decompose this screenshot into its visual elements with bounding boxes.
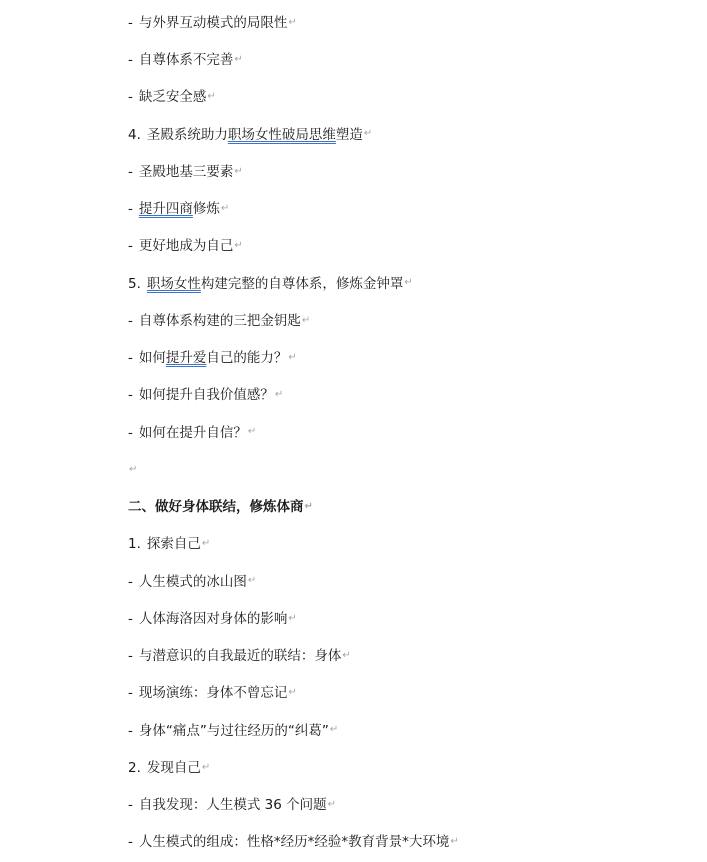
line-text: 与外界互动模式的局限性 xyxy=(138,14,288,31)
paragraph-mark-icon: ↵ xyxy=(234,53,243,65)
bullet-item xyxy=(128,80,707,117)
bullet-item xyxy=(128,564,707,601)
bullet-dash: - xyxy=(128,387,133,404)
line-text: 自尊体系构建的三把金钥匙 xyxy=(138,312,301,329)
bullet-dash: - xyxy=(128,610,133,627)
line-text: 人生模式的组成：性格*经历*经验*教育背景*大环境 xyxy=(138,834,450,851)
line-text: 构建完整的自尊体系，修炼金钟罩 xyxy=(200,275,404,292)
line-text: 如何提升自我价值感？ xyxy=(138,387,274,404)
line-text: 修炼 xyxy=(192,201,220,218)
paragraph-mark-icon: ↵ xyxy=(404,277,413,289)
paragraph-mark-icon: ↵ xyxy=(288,687,297,699)
bullet-item xyxy=(128,340,707,377)
paragraph-mark-icon: ↵ xyxy=(342,649,351,661)
line-text: 更好地成为自己 xyxy=(138,238,234,255)
bullet-item xyxy=(128,787,707,824)
line-text: 二、做好身体联结，修炼体商 xyxy=(128,499,304,516)
bullet-item xyxy=(128,415,707,452)
paragraph-mark-icon: ↵ xyxy=(201,538,211,550)
paragraph-mark-icon: ↵ xyxy=(274,389,284,401)
bullet-item xyxy=(128,229,707,266)
paragraph-mark-icon: ↵ xyxy=(329,724,339,736)
bullet-dash: - xyxy=(128,573,133,590)
paragraph-mark-icon: ↵ xyxy=(301,314,311,326)
paragraph-mark-icon: ↵ xyxy=(247,426,257,438)
numbered-item xyxy=(128,527,707,564)
underlined-text: 职场女性破局思维 xyxy=(227,126,336,143)
line-text: 自我发现：人生模式 36 个问题 xyxy=(138,797,327,814)
bullet-item xyxy=(128,713,707,750)
bullet-dash: - xyxy=(128,312,133,329)
bullet-item xyxy=(128,42,707,79)
paragraph-mark-icon: ↵ xyxy=(363,128,373,140)
bullet-dash: - xyxy=(128,14,133,31)
paragraph-mark-icon: ↵ xyxy=(450,836,459,848)
bullet-item xyxy=(128,154,707,191)
line-text: 发现自己 xyxy=(146,759,201,776)
bullet-dash: - xyxy=(128,350,133,367)
line-text: 人生模式的冰山图 xyxy=(138,573,247,590)
item-number: 1. xyxy=(128,536,141,553)
bullet-item xyxy=(128,676,707,713)
bullet-item xyxy=(128,638,707,675)
underlined-text: 提升爱 xyxy=(165,350,207,367)
item-number: 2. xyxy=(128,759,141,776)
bullet-dash: - xyxy=(128,52,133,69)
bullet-dash: - xyxy=(128,89,133,106)
underlined-text: 职场女性 xyxy=(146,275,201,292)
paragraph-mark-icon: ↵ xyxy=(288,351,297,363)
bullet-dash: - xyxy=(128,648,133,665)
section-heading xyxy=(128,489,707,526)
item-number: 5. xyxy=(128,275,141,292)
numbered-item xyxy=(128,750,707,787)
line-text: 塑造 xyxy=(335,126,363,143)
bullet-dash: - xyxy=(128,424,133,441)
bullet-item xyxy=(128,378,707,415)
paragraph-mark-icon: ↵ xyxy=(201,761,211,773)
paragraph-mark-icon: ↵ xyxy=(234,165,243,177)
bullet-dash: - xyxy=(128,201,133,218)
underlined-text: 提升四商 xyxy=(138,201,193,218)
bullet-item xyxy=(128,5,707,42)
paragraph-mark-icon: ↵ xyxy=(288,16,297,28)
numbered-item xyxy=(128,117,707,154)
bullet-dash: - xyxy=(128,685,133,702)
paragraph-mark-icon: ↵ xyxy=(304,500,313,512)
line-text: 圣殿地基三要素 xyxy=(138,163,234,180)
bullet-dash: - xyxy=(128,722,133,739)
bullet-dash: - xyxy=(128,834,133,851)
paragraph-mark-icon: ↵ xyxy=(288,612,297,624)
bullet-item xyxy=(128,825,707,862)
empty-paragraph xyxy=(128,452,707,489)
line-text: 自己的能力？ xyxy=(206,350,288,367)
paragraph-mark-icon: ↵ xyxy=(247,575,257,587)
line-text: 自尊体系不完善 xyxy=(138,52,234,69)
line-text: 缺乏安全感 xyxy=(138,89,207,106)
bullet-item xyxy=(128,191,707,228)
line-text: 人体海洛因对身体的影响 xyxy=(138,610,288,627)
item-number: 4. xyxy=(128,126,141,143)
bullet-item xyxy=(128,303,707,340)
document-body xyxy=(128,5,707,862)
line-text: 与潜意识的自我最近的联结：身体 xyxy=(138,648,342,665)
line-text: 探索自己 xyxy=(146,536,201,553)
bullet-dash: - xyxy=(128,797,133,814)
numbered-item xyxy=(128,266,707,303)
paragraph-mark-icon: ↵ xyxy=(234,240,243,252)
line-text: 圣殿系统助力 xyxy=(146,126,228,143)
line-text: 身体“痛点”与过往经历的“纠葛” xyxy=(138,722,329,739)
line-text: 如何在提升自信？ xyxy=(138,424,247,441)
bullet-dash: - xyxy=(128,238,133,255)
paragraph-mark-icon: ↵ xyxy=(220,202,230,214)
bullet-dash: - xyxy=(128,163,133,180)
bullet-item xyxy=(128,601,707,638)
paragraph-mark-icon: ↵ xyxy=(129,463,138,475)
paragraph-mark-icon: ↵ xyxy=(327,798,337,810)
line-text: 如何 xyxy=(138,350,166,367)
paragraph-mark-icon: ↵ xyxy=(207,91,216,103)
line-text: 现场演练：身体不曾忘记 xyxy=(138,685,288,702)
